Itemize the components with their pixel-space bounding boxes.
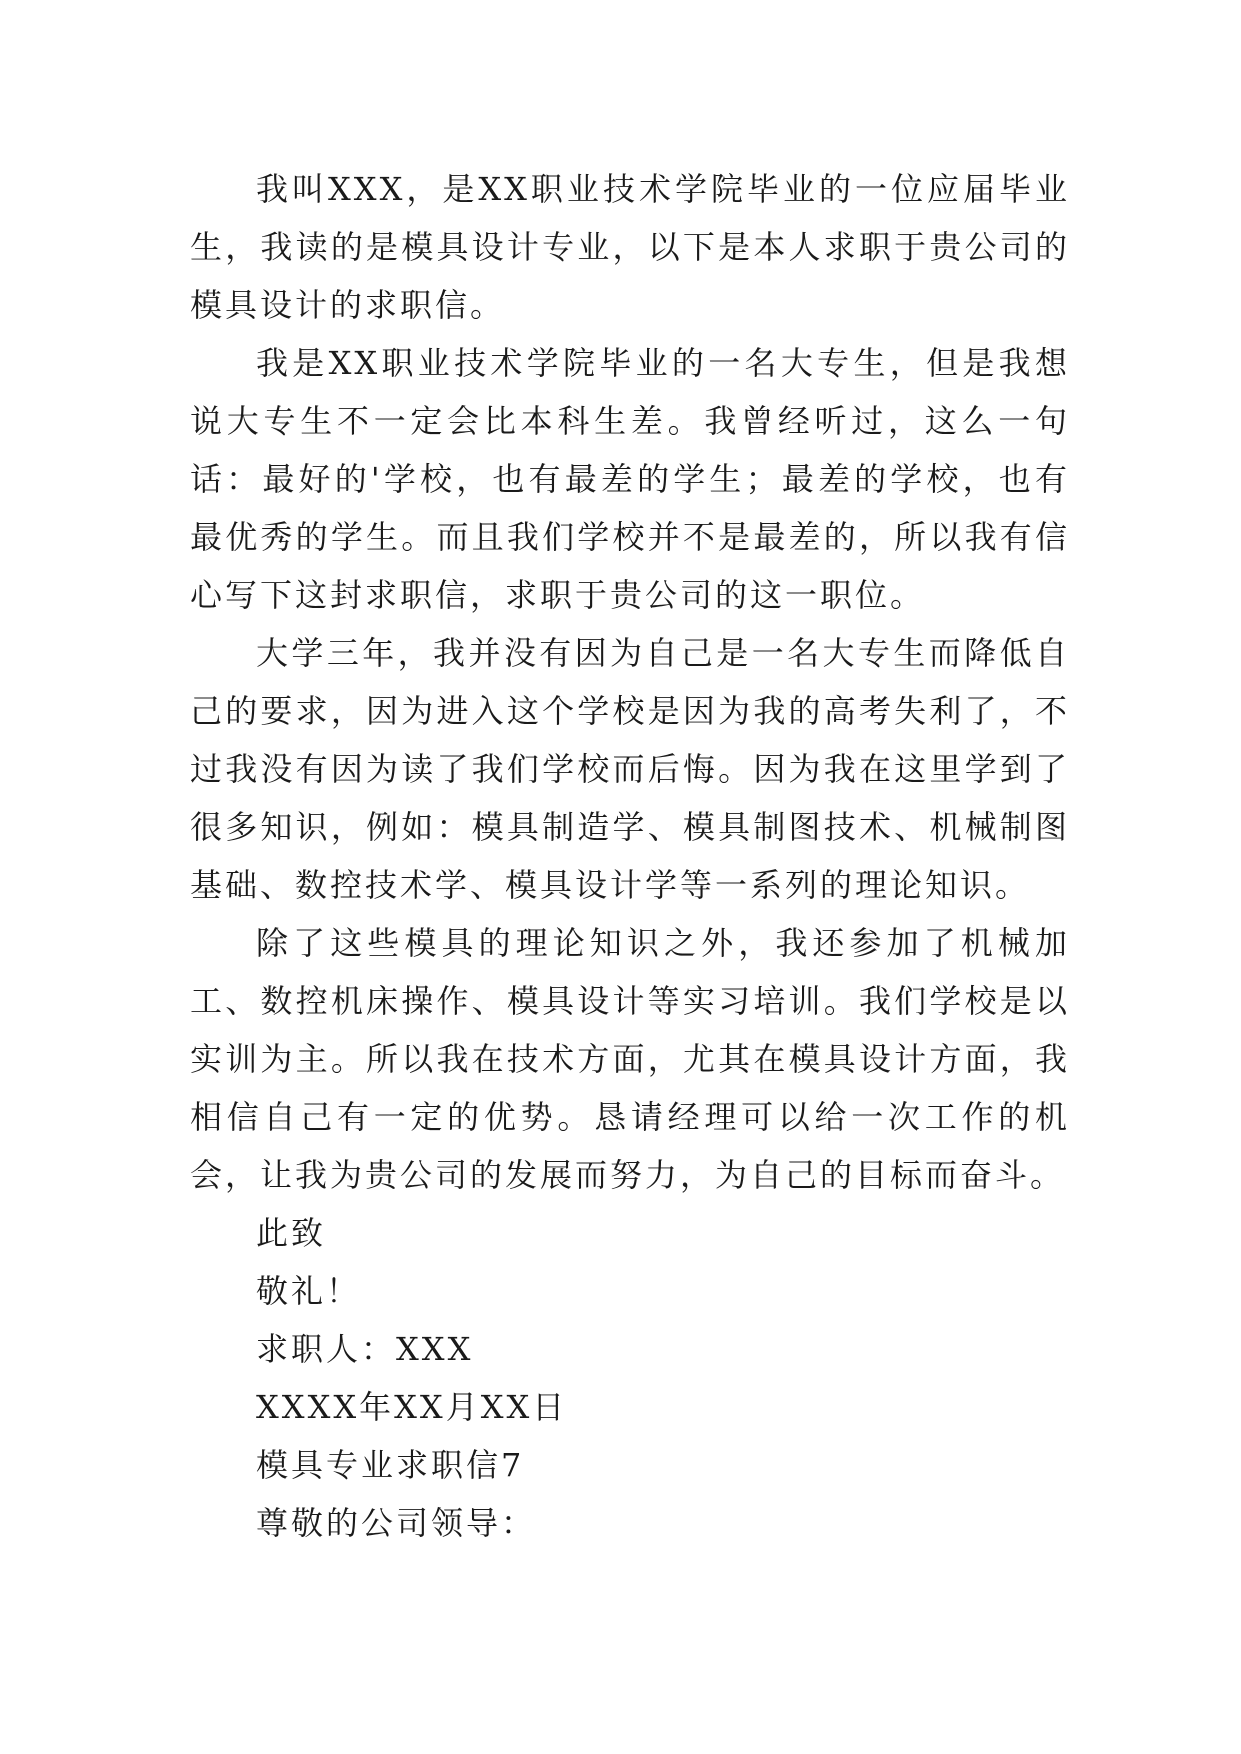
signature-line: 求职人：XXX [256, 1330, 474, 1368]
next-letter-greeting: 尊敬的公司领导： [256, 1504, 537, 1542]
paragraph-training: 除了这些模具的理论知识之外，我还参加了机械加工、数控机床操作、模具设计等实习培训。我们学校是以实训为主。所以我在技术方面，尤其在模具设计方面，我相信自己有一定的优势。恳请经理可以给一次工作的机会，让我为贵公司的发展而努力，为自己的目标而奋斗。 [190, 924, 1070, 1194]
date-line: XXXX年XX月XX日 [256, 1388, 568, 1426]
paragraph-education: 我是XX职业技术学院毕业的一名大专生，但是我想说大专生不一定会比本科生差。我曾经听过，这么一句话：最好的'学校，也有最差的学生；最差的学校，也有最优秀的学生。而且我们学校并不是最差的，所以我有信心写下这封求职信，求职于贵公司的这一职位。 [190, 344, 1070, 614]
closing-line: 此致 [256, 1214, 327, 1252]
paragraph-study: 大学三年，我并没有因为自己是一名大专生而降低自己的要求，因为进入这个学校是因为我的高考失利了，不过我没有因为读了我们学校而后悔。因为我在这里学到了很多知识，例如：模具制造学、模具制图技术、机械制图基础、数控技术学、模具设计学等一系列的理论知识。 [190, 634, 1070, 904]
next-letter-title: 模具专业求职信7 [256, 1446, 525, 1484]
salute-line: 敬礼！ [256, 1272, 362, 1310]
letter-body [190, 160, 1070, 1552]
paragraph-intro: 我叫XXX，是XX职业技术学院毕业的一位应届毕业生，我读的是模具设计专业，以下是本人求职于贵公司的模具设计的求职信。 [190, 170, 1070, 324]
